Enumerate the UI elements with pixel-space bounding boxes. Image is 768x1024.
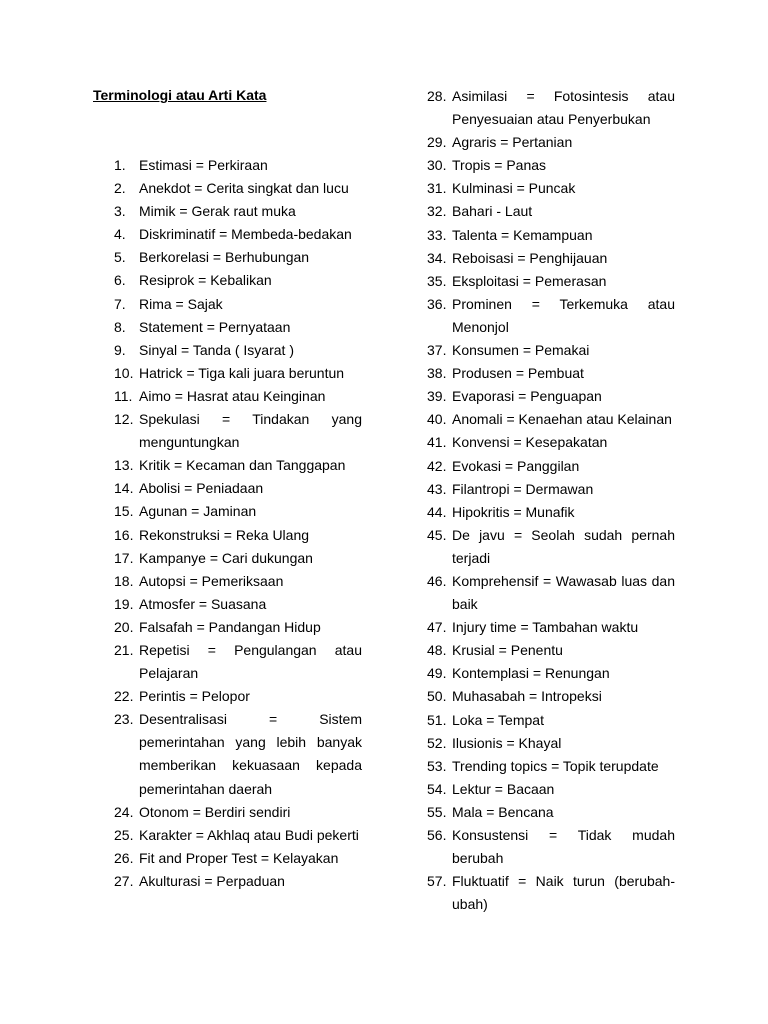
item-text: Injury time = Tambahan waktu — [452, 619, 639, 636]
item-number: 13. — [114, 457, 134, 474]
list-item — [427, 824, 675, 870]
list-item — [114, 685, 362, 708]
list-item — [427, 431, 675, 454]
term-list-right — [427, 85, 675, 916]
item-number: 20. — [114, 618, 134, 635]
item-text: Mala = Bencana — [452, 803, 554, 820]
item-number: 47. — [427, 619, 447, 636]
item-number: 21. — [114, 641, 134, 658]
item-text: Konvensi = Kesepakatan — [452, 434, 608, 451]
item-text: Trending topics = Topik terupdate — [452, 757, 659, 774]
list-item — [114, 500, 362, 523]
list-item — [427, 501, 675, 524]
item-number: 23. — [114, 711, 134, 728]
item-number: 49. — [427, 665, 447, 682]
item-text: Atmosfer = Suasana — [139, 595, 267, 612]
item-number: 48. — [427, 642, 447, 659]
list-item — [427, 177, 675, 200]
list-item — [114, 154, 362, 177]
item-text: Produsen = Pembuat — [452, 365, 584, 382]
list-item — [427, 385, 675, 408]
list-item — [114, 177, 362, 200]
list-item — [427, 801, 675, 824]
item-number: 17. — [114, 549, 134, 566]
item-text: Resiprok = Kebalikan — [139, 272, 272, 289]
item-number: 14. — [114, 480, 134, 497]
item-number: 52. — [427, 734, 447, 751]
list-item — [427, 778, 675, 801]
list-item — [114, 223, 362, 246]
item-text: Kampanye = Cari dukungan — [139, 549, 313, 566]
item-text: Falsafah = Pandangan Hidup — [139, 618, 321, 635]
list-item — [114, 547, 362, 570]
item-number: 27. — [114, 872, 134, 889]
item-number: 16. — [114, 526, 134, 543]
item-text: Tropis = Panas — [452, 157, 547, 174]
item-text: Evokasi = Panggilan — [452, 457, 580, 474]
list-item — [427, 662, 675, 685]
list-item — [114, 708, 362, 800]
list-item — [427, 870, 675, 916]
item-text: Agunan = Jaminan — [139, 503, 257, 520]
list-item — [427, 154, 675, 177]
list-item — [114, 200, 362, 223]
list-item — [427, 455, 675, 478]
list-item — [114, 269, 362, 292]
item-text: Berkorelasi = Berhubungan — [139, 249, 310, 266]
item-text: Hatrick = Tiga kali juara beruntun — [139, 364, 345, 381]
list-item — [427, 339, 675, 362]
item-number: 4. — [114, 226, 126, 243]
item-number: 57. — [427, 873, 447, 890]
item-number: 44. — [427, 503, 447, 520]
list-item — [427, 270, 675, 293]
list-item — [427, 478, 675, 501]
item-number: 3. — [114, 203, 126, 220]
item-number: 54. — [427, 780, 447, 797]
item-text: Fit and Proper Test = Kelayakan — [139, 849, 339, 866]
item-number: 45. — [427, 526, 447, 543]
list-item — [114, 246, 362, 269]
item-text: Konsustensi = Tidak mudah berubah — [452, 827, 675, 867]
item-number: 29. — [427, 134, 447, 151]
item-number: 10. — [114, 364, 134, 381]
item-number: 28. — [427, 88, 447, 104]
item-number: 22. — [114, 688, 134, 705]
item-number: 34. — [427, 249, 447, 266]
item-number: 30. — [427, 157, 447, 174]
item-number: 11. — [114, 387, 133, 404]
item-number: 42. — [427, 457, 447, 474]
list-item — [427, 362, 675, 385]
item-text: Desentralisasi = Sistem pemerintahan yang lebih banyak memberikan kekuasaan kepada pemerintahan daerah — [139, 711, 362, 797]
item-text: Asimilasi = Fotosintesis atau Penyesuaian atau Penyerbukan — [452, 88, 675, 128]
list-item — [427, 732, 675, 755]
item-text: Akulturasi = Perpaduan — [139, 872, 285, 889]
item-text: Spekulasi = Tindakan yang menguntungkan — [139, 411, 362, 451]
item-text: Anekdot = Cerita singkat dan lucu — [139, 180, 349, 197]
list-item — [427, 685, 675, 708]
item-number: 40. — [427, 411, 447, 428]
item-text: Autopsi = Pemeriksaan — [139, 572, 284, 589]
item-number: 53. — [427, 757, 447, 774]
item-text: Loka = Tempat — [452, 711, 544, 728]
list-item — [114, 824, 362, 847]
term-list-left — [114, 154, 362, 893]
item-text: Prominen = Terkemuka atau Menonjol — [452, 295, 675, 335]
item-text: Karakter = Akhlaq atau Budi pekerti — [139, 826, 359, 843]
list-item — [114, 477, 362, 500]
list-item — [114, 408, 362, 454]
item-number: 24. — [114, 803, 134, 820]
item-text: Perintis = Pelopor — [139, 688, 250, 705]
item-number: 46. — [427, 572, 447, 589]
item-number: 37. — [427, 342, 447, 359]
item-number: 35. — [427, 272, 447, 289]
item-text: Reboisasi = Penghijauan — [452, 249, 608, 266]
list-item — [114, 385, 362, 408]
item-text: Kritik = Kecaman dan Tanggapan — [139, 457, 346, 474]
item-text: Abolisi = Peniadaan — [139, 480, 264, 497]
list-item — [114, 293, 362, 316]
item-text: Rima = Sajak — [139, 295, 223, 312]
item-number: 8. — [114, 318, 126, 335]
list-item — [427, 616, 675, 639]
list-item — [114, 339, 362, 362]
item-number: 2. — [114, 180, 126, 197]
list-item — [427, 639, 675, 662]
item-text: Kontemplasi = Renungan — [452, 665, 610, 682]
item-text: Muhasabah = Intropeksi — [452, 688, 602, 705]
left-column — [114, 154, 362, 893]
item-text: Rekonstruksi = Reka Ulang — [139, 526, 310, 543]
item-number: 51. — [427, 711, 447, 728]
list-item — [114, 454, 362, 477]
list-item — [114, 639, 362, 685]
list-item — [114, 524, 362, 547]
item-number: 31. — [427, 180, 447, 197]
list-item — [427, 293, 675, 339]
item-text: Konsumen = Pemakai — [452, 342, 590, 359]
list-item — [114, 316, 362, 339]
item-number: 56. — [427, 827, 447, 843]
item-text: Evaporasi = Penguapan — [452, 388, 602, 405]
item-number: 1. — [114, 157, 126, 173]
item-number: 7. — [114, 295, 126, 312]
item-text: Aimo = Hasrat atau Keinginan — [139, 387, 326, 404]
item-number: 38. — [427, 365, 447, 382]
item-number: 15. — [114, 503, 134, 520]
list-item — [427, 224, 675, 247]
list-item — [427, 755, 675, 778]
item-text: Repetisi = Pengulangan atau Pelajaran — [139, 641, 362, 682]
list-item — [114, 362, 362, 385]
item-text: Estimasi = Perkiraan — [139, 157, 268, 173]
item-text: Agraris = Pertanian — [452, 134, 573, 151]
item-number: 18. — [114, 572, 134, 589]
list-item — [427, 709, 675, 732]
item-text: Statement = Pernyataan — [139, 318, 291, 335]
item-text: Bahari - Laut — [452, 203, 533, 220]
item-text: Fluktuatif = Naik turun (berubah-ubah) — [452, 873, 675, 913]
item-text: Ilusionis = Khayal — [452, 734, 562, 751]
item-text: Talenta = Kemampuan — [452, 226, 593, 243]
list-item — [114, 616, 362, 639]
item-number: 36. — [427, 295, 447, 312]
item-text: De javu = Seolah sudah pernah terjadi — [452, 526, 675, 566]
item-text: Anomali = Kenaehan atau Kelainan — [452, 411, 672, 428]
item-text: Filantropi = Dermawan — [452, 480, 594, 497]
item-text: Krusial = Penentu — [452, 642, 563, 659]
item-number: 19. — [114, 595, 134, 612]
item-number: 9. — [114, 341, 126, 358]
item-number: 33. — [427, 226, 447, 243]
item-text: Sinyal = Tanda ( Isyarat ) — [139, 341, 294, 358]
list-item — [427, 408, 675, 431]
item-text: Lektur = Bacaan — [452, 780, 555, 797]
list-item — [114, 593, 362, 616]
item-number: 55. — [427, 803, 447, 820]
item-number: 50. — [427, 688, 447, 705]
item-text: Eksploitasi = Pemerasan — [452, 272, 607, 289]
item-text: Diskriminatif = Membeda-bedakan — [139, 226, 352, 243]
list-item — [427, 524, 675, 570]
document-title: Terminologi atau Arti Kata — [93, 87, 267, 103]
list-item — [114, 801, 362, 824]
list-item — [427, 131, 675, 154]
item-text: Mimik = Gerak raut muka — [139, 203, 296, 220]
item-number: 32. — [427, 203, 447, 220]
list-item — [427, 247, 675, 270]
item-number: 12. — [114, 411, 134, 428]
list-item — [427, 570, 675, 616]
item-number: 5. — [114, 249, 126, 266]
item-number: 39. — [427, 388, 447, 405]
list-item — [427, 200, 675, 223]
item-number: 26. — [114, 849, 134, 866]
item-number: 41. — [427, 434, 447, 451]
list-item — [427, 85, 675, 131]
item-text: Otonom = Berdiri sendiri — [139, 803, 291, 820]
item-text: Komprehensif = Wawasab luas dan baik — [452, 572, 675, 613]
right-column — [427, 85, 675, 916]
item-text: Kulminasi = Puncak — [452, 180, 576, 197]
list-item — [114, 847, 362, 870]
item-number: 43. — [427, 480, 447, 497]
item-number: 6. — [114, 272, 126, 289]
item-number: 25. — [114, 826, 134, 843]
list-item — [114, 870, 362, 893]
list-item — [114, 570, 362, 593]
item-text: Hipokritis = Munafik — [452, 503, 575, 520]
